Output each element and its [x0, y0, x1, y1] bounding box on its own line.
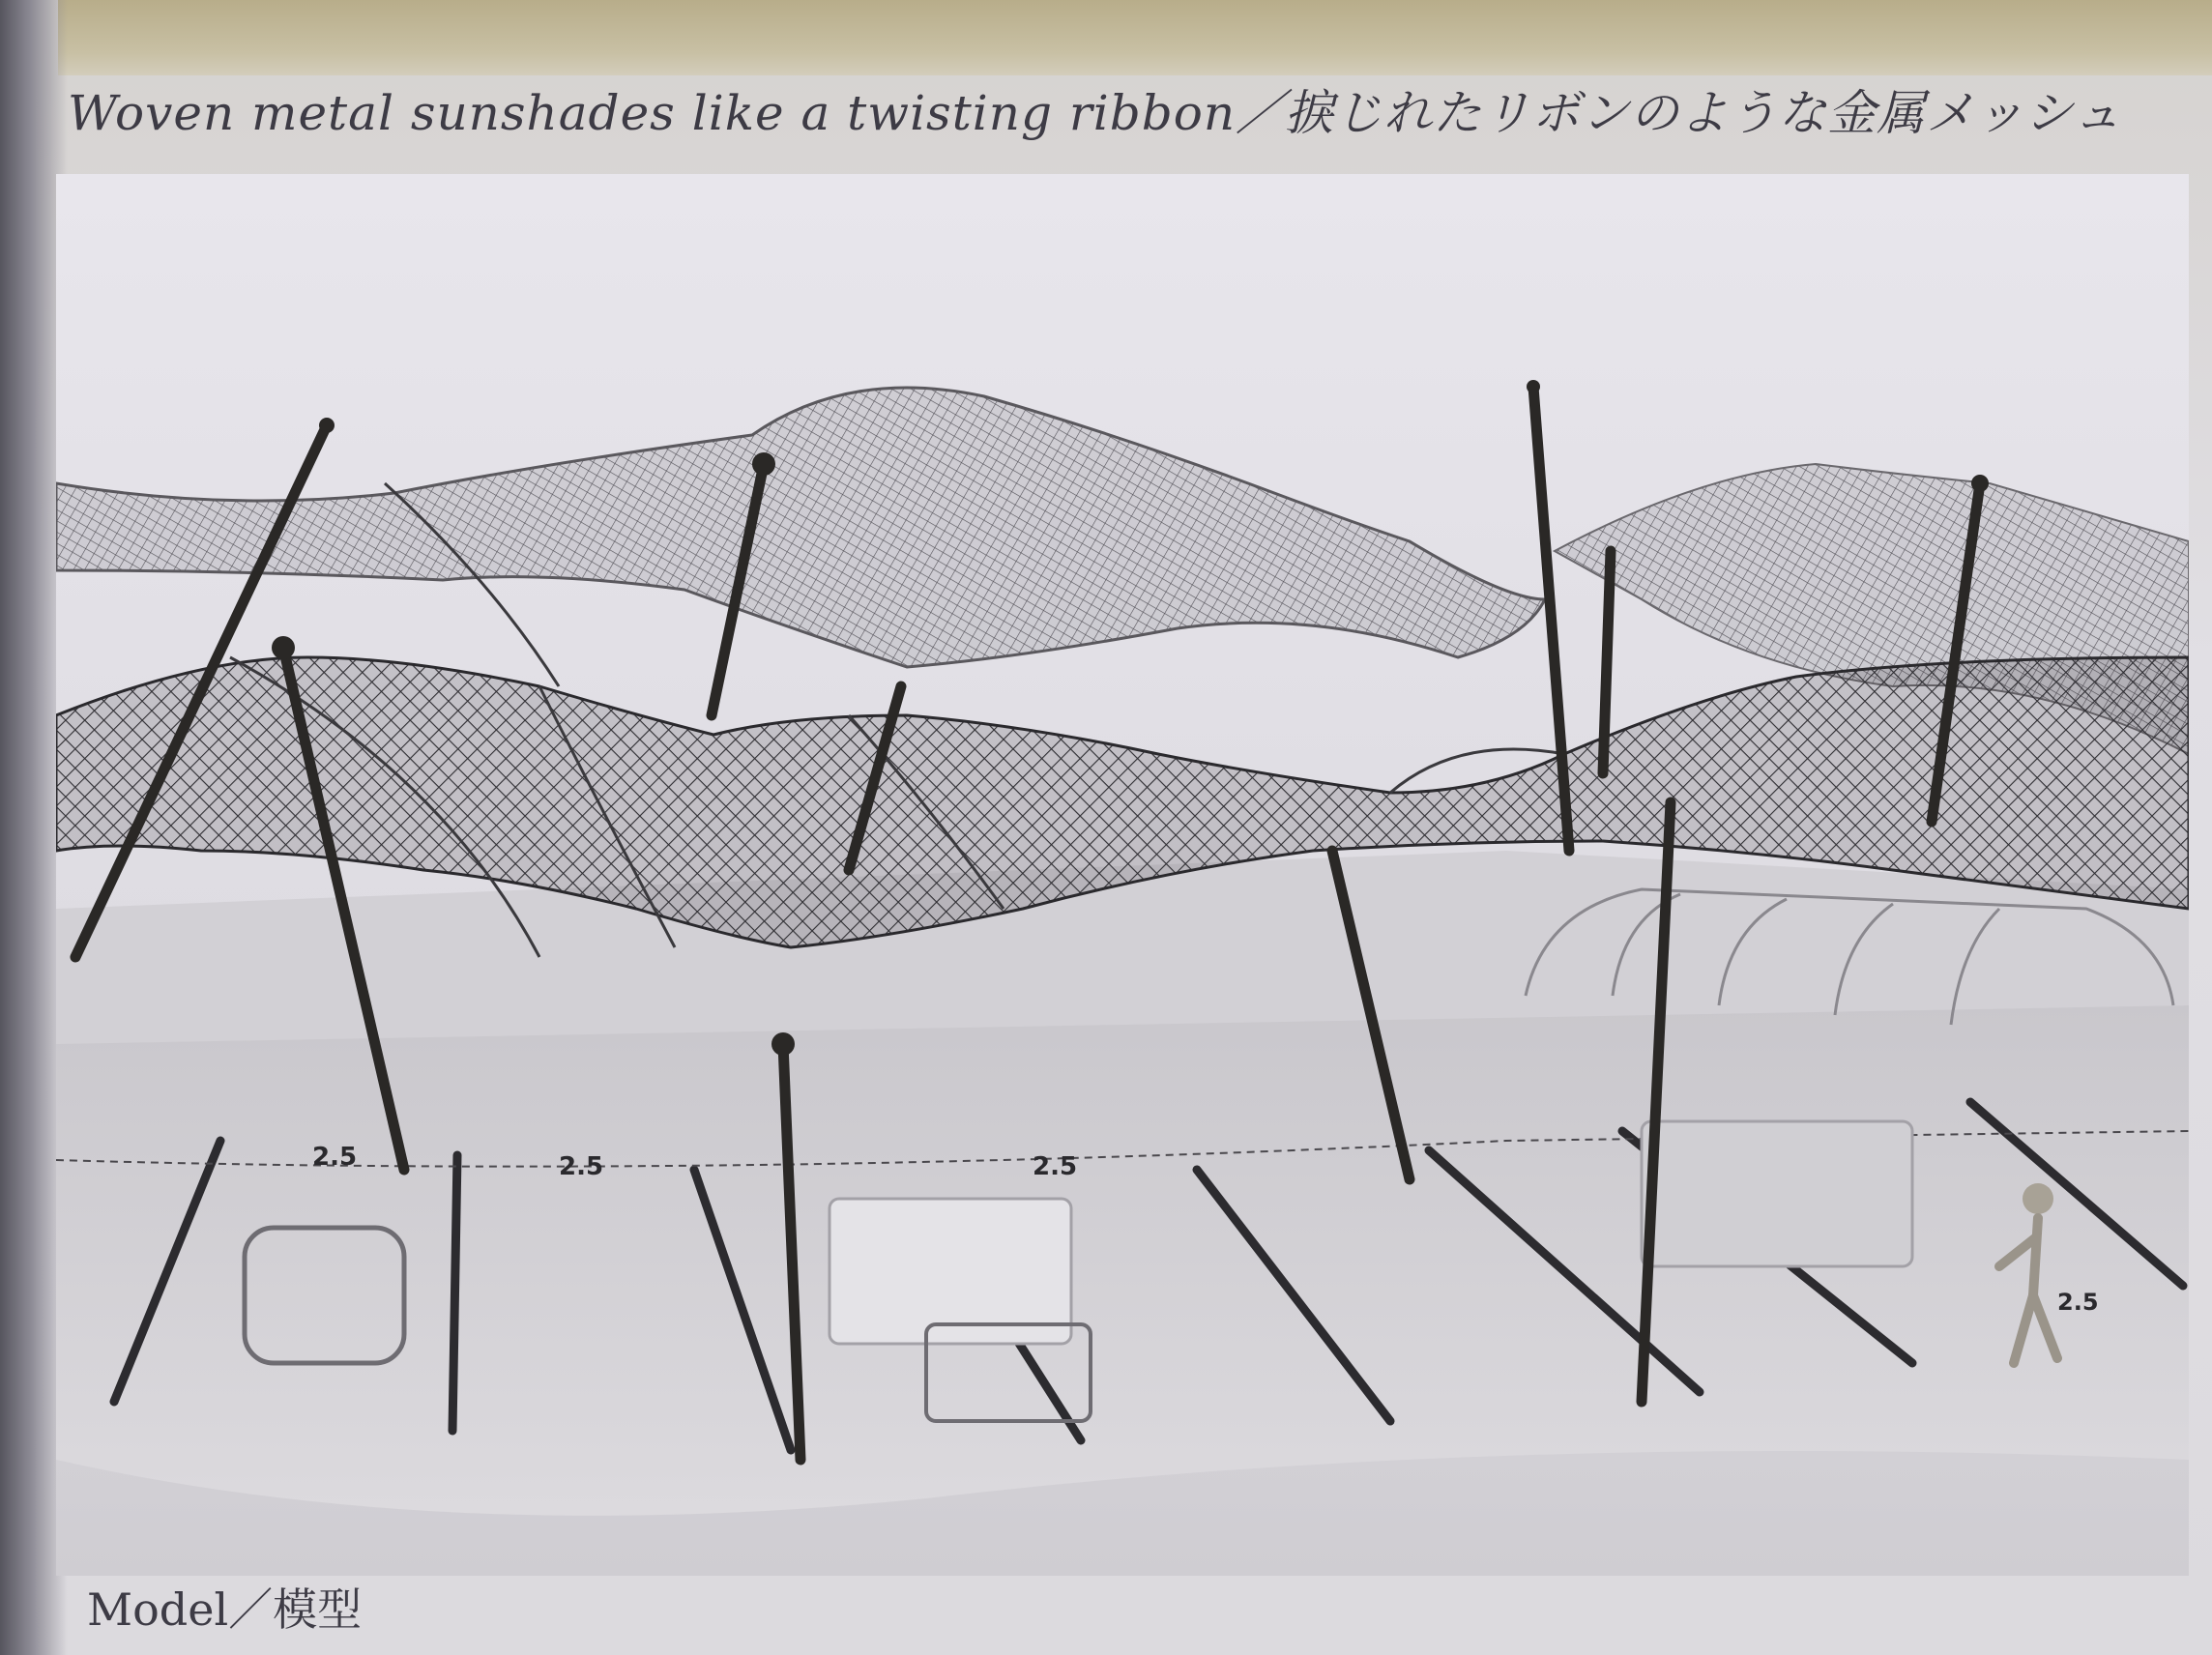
car-model: [830, 1199, 1071, 1344]
figure-title-caption: Woven metal sunshades like a twisting ribbon／捩じれたリボンのような金属メッシュ: [68, 85, 2123, 141]
dimension-label: 2.5: [312, 1143, 358, 1172]
car-model: [1642, 1121, 1912, 1266]
previous-page-edge: [58, 0, 2212, 75]
dimension-label: 2.5: [559, 1152, 604, 1181]
dimension-label: 2.5: [2057, 1289, 2099, 1316]
dimension-label: 2.5: [1033, 1152, 1078, 1181]
figure-label-caption: Model／模型: [87, 1583, 363, 1636]
model-photo: [56, 174, 2189, 1576]
